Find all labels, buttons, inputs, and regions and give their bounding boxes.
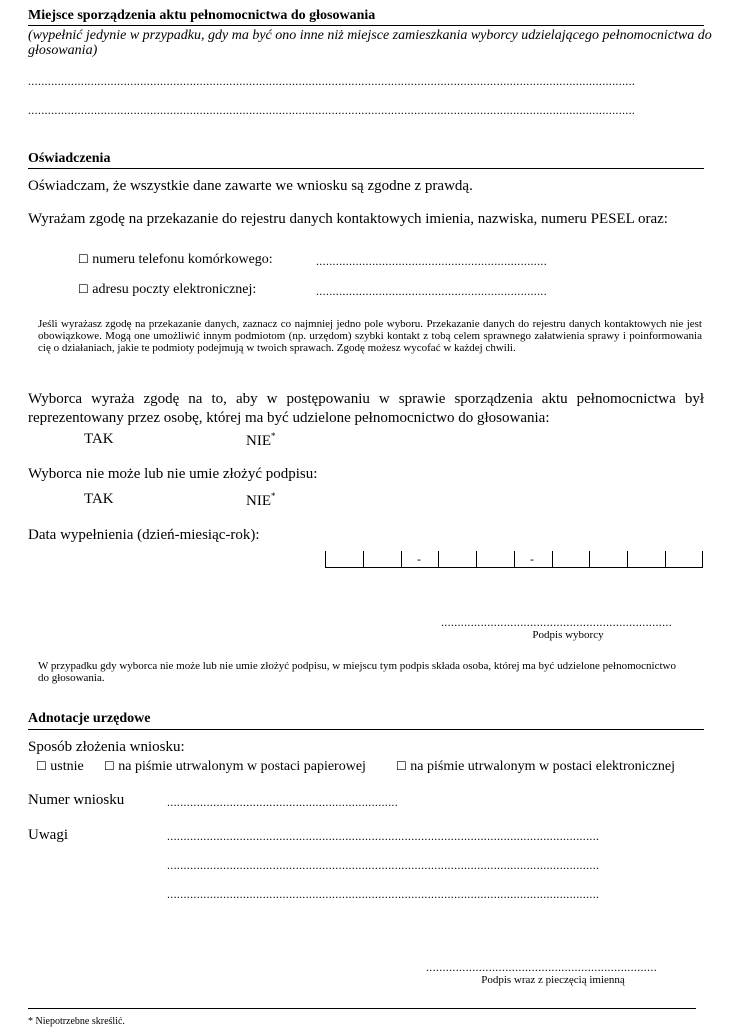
cannot-sign-label: Wyborca nie może lub nie umie złożyć podpisu:	[28, 466, 318, 482]
remarks-line-1[interactable]: ...................................................................................................................................	[167, 829, 600, 843]
remarks-line-3[interactable]: ...................................................................................................................................	[167, 887, 600, 901]
method-electronic-option[interactable]	[396, 759, 675, 775]
phone-consent-option[interactable]	[78, 252, 273, 268]
email-label: adresu poczty elektronicznej:	[92, 282, 257, 297]
date-cell-divider	[363, 551, 364, 568]
place-line-2[interactable]: ........................................................................................................................................................................................	[28, 103, 636, 117]
application-number-field[interactable]: ......................................................................	[167, 795, 398, 809]
official-rule	[28, 729, 704, 730]
date-cell-divider	[627, 551, 628, 568]
footnote-divider	[28, 1008, 696, 1009]
place-line-1[interactable]: ........................................................................................................................................................................................	[28, 74, 636, 88]
remarks-label: Uwagi	[28, 827, 68, 843]
method-oral-checkbox[interactable]: ☐	[36, 759, 47, 773]
official-signature-line[interactable]: ......................................................................	[426, 960, 657, 974]
date-cell-divider	[665, 551, 666, 568]
method-paper-option[interactable]	[104, 759, 366, 775]
phone-label: numeru telefonu komórkowego:	[92, 252, 273, 267]
date-cell-divider	[325, 551, 326, 568]
date-cell-divider	[401, 551, 402, 568]
phone-field[interactable]: ......................................................................	[316, 254, 547, 268]
footnote: * Niepotrzebne skreślić.	[28, 1016, 125, 1027]
contact-data-info: Jeśli wyrażasz zgodę na przekazanie danych, zaznacz co najmniej jedno pole wyboru. Przekazanie danych do rejestru danych kontaktowych nie jest obowiązkowe. Mogą one umożliwić innym podmiotom (np. urzędom) szybki kontakt z tobą celem sprawnego załatwienia sprawy i poinformowania cię o działaniach, jakie te podmioty podejmują w twoich sprawach. Zgodę możesz wycofać w każdej chwili.	[38, 318, 702, 354]
method-electronic-label: na piśmie utrwalonym w postaci elektronicznej	[410, 759, 676, 774]
date-separator: -	[417, 552, 421, 566]
date-label: Data wypełnienia (dzień-miesiąc-rok):	[28, 527, 260, 543]
date-cell-divider	[514, 551, 515, 568]
application-number-label: Numer wniosku	[28, 792, 125, 808]
date-cell-divider	[476, 551, 477, 568]
date-cell-divider	[702, 551, 703, 568]
remarks-line-2[interactable]: ...................................................................................................................................	[167, 858, 600, 872]
email-consent-option[interactable]	[78, 282, 256, 298]
voter-signature-caption: Podpis wyborcy	[532, 629, 604, 641]
cannot-sign-no[interactable]	[246, 491, 276, 510]
voter-signature-line[interactable]: ......................................................................	[441, 615, 672, 629]
place-section-note: (wypełnić jedynie w przypadku, gdy ma być ono inne niż miejsce zamieszkania wyborcy udzielającego pełnomocnictwa do głosowania)	[28, 28, 712, 58]
method-oral-label: ustnie	[50, 759, 84, 774]
truth-statement: Oświadczam, że wszystkie dane zawarte we wniosku są zgodne z prawdą.	[28, 178, 473, 194]
method-label: Sposób złożenia wniosku:	[28, 739, 185, 755]
cannot-sign-yes[interactable]: TAK	[84, 491, 114, 507]
email-field[interactable]: ......................................................................	[316, 284, 547, 298]
place-section-title: Miejsce sporządzenia aktu pełnomocnictwa do głosowania	[28, 8, 376, 23]
representation-yes[interactable]: TAK	[84, 431, 114, 447]
date-cell-divider	[589, 551, 590, 568]
method-paper-label: na piśmie utrwalonym w postaci papierowej	[118, 759, 366, 774]
footnote-mark: *	[271, 491, 276, 501]
method-oral-option[interactable]	[36, 759, 84, 775]
representation-no[interactable]	[246, 431, 276, 450]
official-title: Adnotacje urzędowe	[28, 711, 151, 726]
date-separator: -	[530, 552, 534, 566]
representation-no-label: NIE	[246, 433, 271, 449]
consent-statement: Wyrażam zgodę na przekazanie do rejestru danych kontaktowych imienia, nazwiska, numeru PESEL oraz:	[28, 211, 668, 227]
method-electronic-checkbox[interactable]: ☐	[396, 759, 407, 773]
date-field[interactable]	[325, 551, 703, 568]
method-paper-checkbox[interactable]: ☐	[104, 759, 115, 773]
representation-consent: Wyborca wyraża zgodę na to, aby w postępowaniu w sprawie sporządzenia aktu pełnomocnictwa był reprezentowany przez osobę, której ma być udzielone pełnomocnictwo do głosowania:	[28, 391, 704, 426]
email-checkbox[interactable]: ☐	[78, 282, 89, 296]
date-cell-divider	[438, 551, 439, 568]
phone-checkbox[interactable]: ☐	[78, 252, 89, 266]
date-baseline	[325, 567, 703, 568]
footnote-mark: *	[271, 431, 276, 441]
official-signature-caption: Podpis wraz z pieczęcią imienną	[481, 974, 625, 986]
declarations-title: Oświadczenia	[28, 151, 111, 166]
cannot-sign-no-label: NIE	[246, 493, 271, 509]
date-cell-divider	[552, 551, 553, 568]
place-section-rule	[28, 25, 704, 26]
declarations-rule	[28, 168, 704, 169]
signature-note: W przypadku gdy wyborca nie może lub nie umie złożyć podpisu, w miejscu tym podpis składa osoba, której ma być udzielone pełnomocnictwo do głosowania.	[38, 660, 676, 684]
